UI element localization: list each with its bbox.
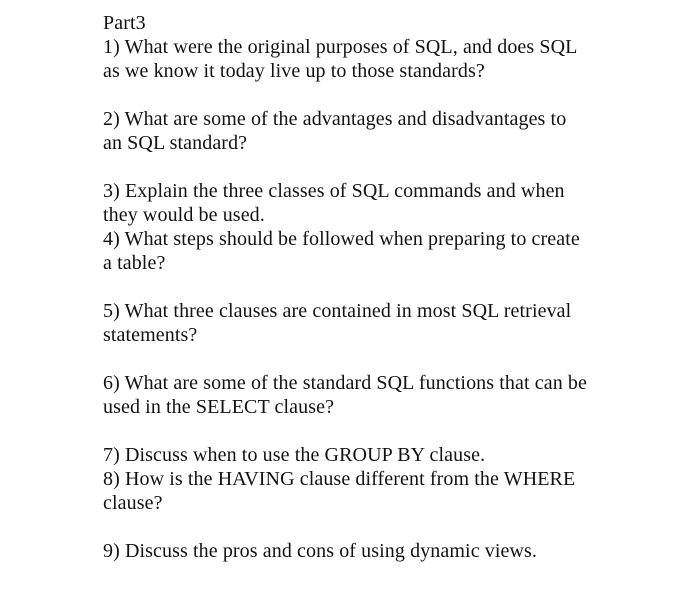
blank-line [103, 83, 680, 107]
text-line: 8) How is the HAVING clause different from the WHERE [103, 468, 576, 490]
text-line: 4) What steps should be followed when preparing to create [103, 228, 580, 250]
text-line: 9) Discuss the pros and cons of using dynamic views. [103, 540, 538, 562]
text-line: Part3 [103, 12, 146, 34]
blank-line [103, 155, 680, 179]
text-line: they would be used. [103, 204, 265, 226]
blank-line [103, 347, 680, 371]
blank-line [103, 515, 680, 539]
blank-line [103, 275, 680, 299]
question-text-block [103, 11, 680, 563]
text-line: 6) What are some of the standard SQL functions that can be [103, 372, 587, 394]
text-line: 5) What three clauses are contained in most SQL retrieval [103, 300, 572, 322]
text-line: statements? [103, 324, 198, 346]
text-line: 1) What were the original purposes of SQL, and does SQL [103, 36, 578, 58]
text-line: 2) What are some of the advantages and disadvantages to [103, 108, 567, 130]
text-line: clause? [103, 492, 163, 514]
text-line: used in the SELECT clause? [103, 396, 335, 418]
text-line: a table? [103, 252, 166, 274]
text-line: 7) Discuss when to use the GROUP BY clause. [103, 444, 486, 466]
text-line: as we know it today live up to those standards? [103, 60, 485, 82]
text-line: 3) Explain the three classes of SQL commands and when [103, 180, 565, 202]
text-line: an SQL standard? [103, 132, 248, 154]
blank-line [103, 419, 680, 443]
